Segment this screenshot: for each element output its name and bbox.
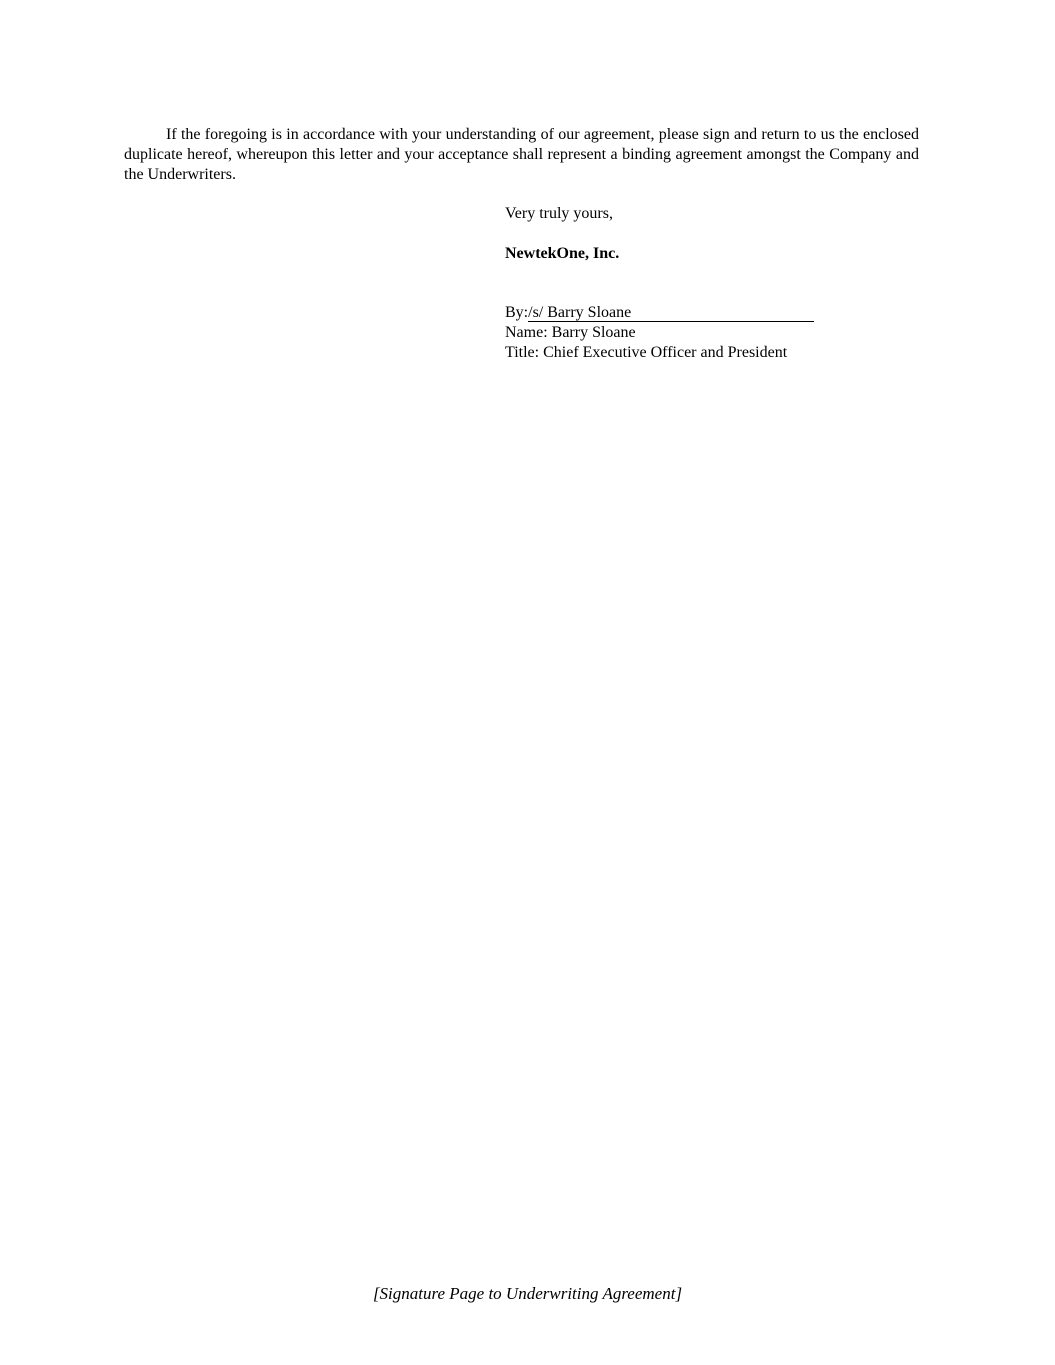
by-label: By: bbox=[505, 304, 529, 321]
signatory-name: Name: Barry Sloane bbox=[505, 324, 636, 341]
closing-text: Very truly yours, bbox=[505, 205, 613, 222]
signature-value: /s/ Barry Sloane bbox=[528, 304, 814, 322]
page-footer: [Signature Page to Underwriting Agreement] bbox=[372, 1284, 683, 1303]
body-paragraph: If the foregoing is in accordance with your understanding of our agreement, please sign and return to us the enclosed duplicate hereof, whereupon this letter and your acceptance shall represent a binding agreement amongst the Company and the Underwriters. bbox=[124, 126, 919, 183]
signatory-title: Title: Chief Executive Officer and President bbox=[505, 344, 788, 361]
company-name: NewtekOne, Inc. bbox=[505, 245, 620, 262]
signature-by-line bbox=[505, 303, 845, 323]
signature-block bbox=[505, 204, 845, 363]
